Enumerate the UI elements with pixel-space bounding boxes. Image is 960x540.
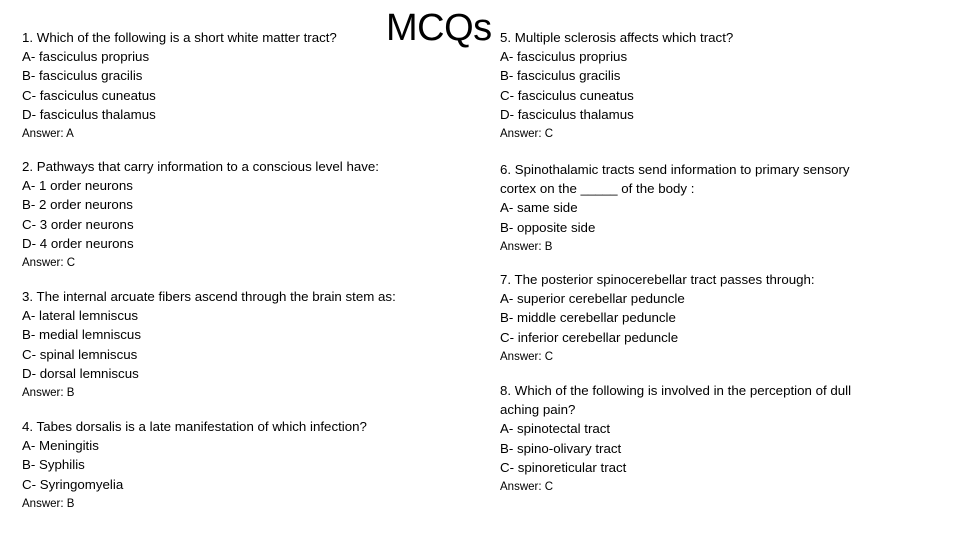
option-d: D- 4 order neurons xyxy=(22,235,134,251)
option-d: D- dorsal lemniscus xyxy=(22,365,139,381)
answer: Answer: C xyxy=(500,481,554,494)
question-text-line-1: 6. Spinothalamic tracts send information to primary sensory xyxy=(500,162,850,177)
option-c: C- fasciculus cuneatus xyxy=(500,87,634,103)
question-text: 7. The posterior spinocerebellar tract passes through: xyxy=(500,272,815,287)
option-b: B- middle cerebellar peduncle xyxy=(500,310,676,326)
option-a: A- lateral lemniscus xyxy=(22,308,139,324)
answer: Answer: B xyxy=(22,387,75,400)
answer: Answer: C xyxy=(500,128,554,141)
option-b: B- 2 order neurons xyxy=(22,197,133,213)
question-text: 2. Pathways that carry information to a conscious level have: xyxy=(22,159,379,174)
option-b: B- spino-olivary tract xyxy=(500,440,622,456)
question-text: 1. Which of the following is a short white matter tract? xyxy=(22,30,337,45)
question-8 xyxy=(500,381,851,496)
option-b: B- opposite side xyxy=(500,219,596,235)
question-5 xyxy=(500,28,733,143)
option-c: C- Syringomyelia xyxy=(22,476,124,492)
option-d: D- fasciculus thalamus xyxy=(500,106,634,122)
question-text-line-1: 8. Which of the following is involved in the perception of dull xyxy=(500,383,852,398)
answer: Answer: C xyxy=(500,350,554,363)
question-3 xyxy=(22,287,396,402)
option-a: A- fasciculus proprius xyxy=(500,49,628,65)
question-text: 4. Tabes dorsalis is a late manifestation of which infection? xyxy=(22,419,367,434)
answer: Answer: C xyxy=(22,257,76,270)
option-a: A- superior cerebellar peduncle xyxy=(500,291,685,307)
question-6 xyxy=(500,160,850,256)
option-c: C- spinoreticular tract xyxy=(500,459,627,475)
question-7 xyxy=(500,270,815,366)
question-text-line-2: cortex on the _____ of the body : xyxy=(500,181,695,197)
question-text: 3. The internal arcuate fibers ascend through the brain stem as: xyxy=(22,289,396,304)
option-c: C- 3 order neurons xyxy=(22,216,134,232)
option-a: A- Meningitis xyxy=(22,438,99,454)
question-text-line-2: aching pain? xyxy=(500,402,576,418)
option-a: A- spinotectal tract xyxy=(500,421,611,437)
option-d: D- fasciculus thalamus xyxy=(22,106,156,122)
option-c: C- spinal lemniscus xyxy=(22,346,138,362)
answer: Answer: A xyxy=(22,128,74,141)
answer: Answer: B xyxy=(500,240,553,253)
option-a: A- fasciculus proprius xyxy=(22,49,150,65)
question-4 xyxy=(22,417,367,513)
question-2 xyxy=(22,157,379,272)
page-title: MCQs xyxy=(386,7,492,49)
option-b: B- medial lemniscus xyxy=(22,327,141,343)
option-c: C- fasciculus cuneatus xyxy=(22,87,156,103)
option-a: A- 1 order neurons xyxy=(22,178,133,194)
option-b: B- fasciculus gracilis xyxy=(500,68,621,84)
option-b: B- fasciculus gracilis xyxy=(22,68,143,84)
question-1 xyxy=(22,28,337,143)
option-a: A- same side xyxy=(500,200,578,216)
option-b: B- Syphilis xyxy=(22,457,85,473)
question-text: 5. Multiple sclerosis affects which tract? xyxy=(500,30,734,45)
answer: Answer: B xyxy=(22,497,75,510)
option-c: C- inferior cerebellar peduncle xyxy=(500,329,679,345)
